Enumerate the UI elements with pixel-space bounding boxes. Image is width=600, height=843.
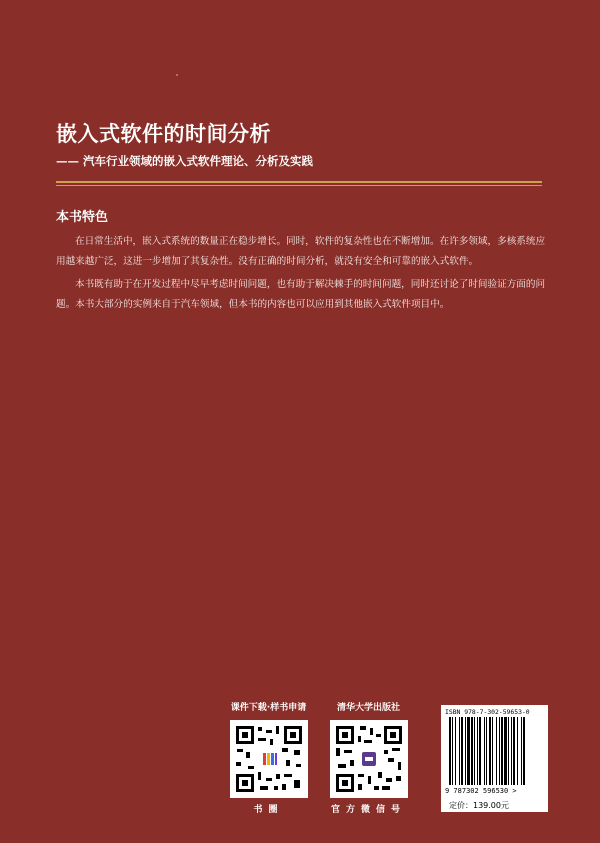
isbn-number: ISBN 978-7-302-59653-0 xyxy=(445,708,530,716)
qr-code-downloads[interactable] xyxy=(230,720,308,798)
qr-caption-downloads: 书圈 xyxy=(253,805,284,815)
feature-paragraph-1: 在日常生活中，嵌入式系统的数量正在稳步增长。同时，软件的复杂性也在不断增加。在许多领域，多核系统应用越来越广泛，这进一步增加了其复杂性。没有正确的时间分析，就没有安全和可靠的嵌入式软件。 xyxy=(56,236,546,267)
qr-block-wechat xyxy=(326,700,411,815)
gold-rule-bottom xyxy=(56,185,542,186)
qr-pattern-icon xyxy=(334,724,404,794)
qr-caption-wechat: 官方微信号 xyxy=(330,805,406,815)
qr-label-downloads: 课件下载·样书申请 xyxy=(230,703,307,713)
features-heading: 本书特色 xyxy=(56,210,109,225)
price-label: 定价：139.00元 xyxy=(449,801,509,810)
barcode-digits: 9 787302 596530 > xyxy=(445,787,517,795)
qr-pattern-icon xyxy=(234,724,304,794)
gold-rule-top xyxy=(56,181,542,183)
decorative-dot xyxy=(176,74,178,76)
qr-label-wechat: 清华大学出版社 xyxy=(336,703,400,713)
qr-code-wechat[interactable] xyxy=(330,720,408,798)
book-title: 嵌入式软件的时间分析 xyxy=(56,121,271,146)
book-subtitle: —— 汽车行业领域的嵌入式软件理论、分析及实践 xyxy=(56,154,314,168)
feature-paragraph-2: 本书既有助于在开发过程中尽早考虑时间问题，也有助于解决棘手的时间问题，同时还讨论了时间验证方面的问题。本书大部分的实例来自于汽车领域，但本书的内容也可以应用到其他嵌入式软件项目中。 xyxy=(56,279,546,310)
isbn-barcode-panel xyxy=(441,705,548,812)
barcode-icon xyxy=(449,717,541,785)
features-body xyxy=(56,232,546,318)
qr-block-downloads xyxy=(226,700,311,815)
